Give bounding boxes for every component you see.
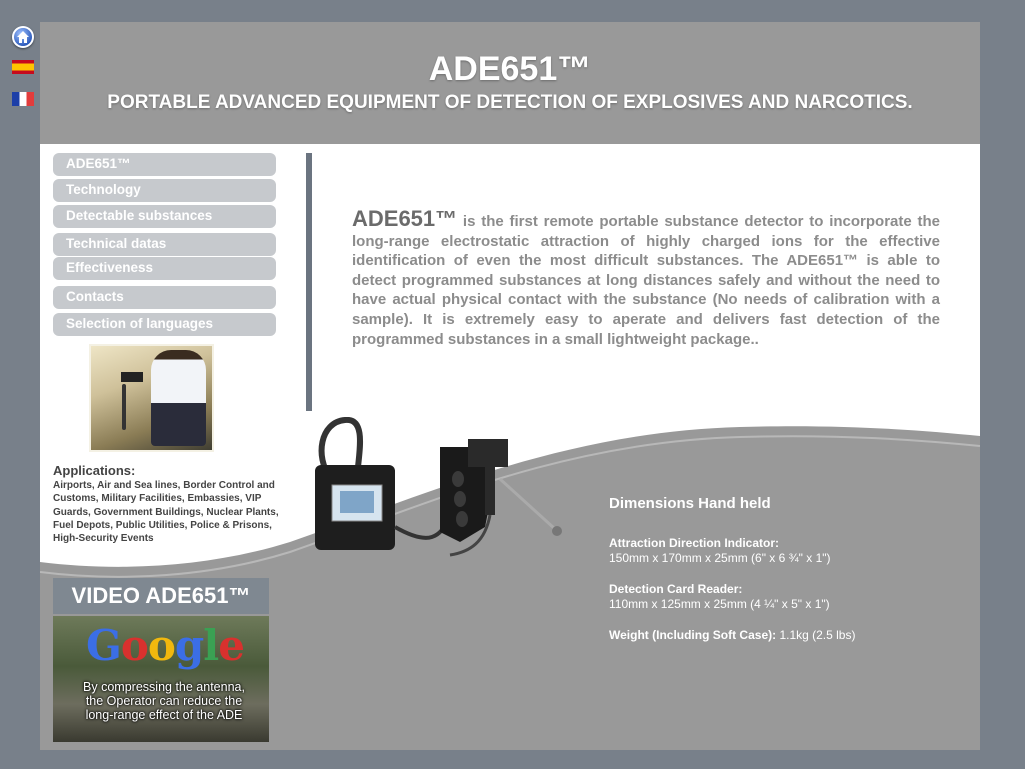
google-logo-overlay: Google: [86, 621, 244, 670]
video-title[interactable]: VIDEO ADE651™: [53, 578, 269, 614]
spanish-flag-icon[interactable]: [12, 60, 34, 74]
intro-paragraph: [352, 206, 940, 349]
ade651-device-image: [310, 417, 590, 567]
page-subtitle: PORTABLE ADVANCED EQUIPMENT OF DETECTION OF EXPLOSIVES AND NARCOTICS.: [107, 92, 913, 113]
nav-item-effectiveness[interactable]: Effectiveness: [53, 257, 276, 280]
nav-item-selection-of-languages[interactable]: Selection of languages: [53, 313, 276, 336]
nav-item-detectable-substances[interactable]: Detectable substances: [53, 205, 276, 228]
attraction-indicator-spec: [609, 536, 969, 566]
nav-item-technical-datas[interactable]: Technical datas: [53, 233, 276, 256]
intro-text: is the first remote portable substance detector to incorporate the long-range electrostatic attraction of highly charged ions for the effective identification of even the most difficult substances. The ADE651™ is able to detect programmed substances at long distances safely and without the need to have actual physical contact with the substance (No needs of calibration with a sample). It is extremely easy to aperate and delivers fast detection of the programmed substances in a small lightweight package..: [352, 213, 940, 348]
dimensions-panel: [609, 495, 969, 659]
french-flag-icon[interactable]: [12, 92, 34, 106]
video-player[interactable]: [53, 616, 269, 742]
operator-figure: [151, 350, 206, 446]
home-icon[interactable]: [12, 26, 34, 48]
weight-value: 1.1kg (2.5 lbs): [776, 628, 856, 642]
device-cable: [122, 384, 126, 430]
reader-label: Detection Card Reader:: [609, 582, 743, 596]
weight-label: Weight (Including Soft Case):: [609, 628, 777, 642]
handheld-device: [121, 372, 143, 382]
attraction-value: 150mm x 170mm x 25mm (6" x 6 ¾" x 1"): [609, 551, 831, 565]
header: [40, 22, 980, 144]
applications-text: Airports, Air and Sea lines, Border Control and Customs, Military Facilities, Embassies, VIP Guards, Government Buildings, Nuclear Plants, Fuel Depots, Public Utilities, Police & Prisons, High-Security Events: [53, 480, 279, 545]
applications-title: Applications:: [53, 463, 136, 478]
intro-brand: ADE651™: [352, 206, 458, 231]
attraction-label: Attraction Direction Indicator:: [609, 536, 780, 550]
video-caption: By compressing the antenna, the Operator can reduce the long-range effect of the ADE: [83, 680, 245, 722]
nav-item-contacts[interactable]: Contacts: [53, 286, 276, 309]
nav-item-ade651[interactable]: ADE651™: [53, 153, 276, 176]
page-title: ADE651™: [428, 50, 592, 88]
content-divider: [306, 153, 312, 411]
reader-value: 110mm x 125mm x 25mm (4 ¼" x 5" x 1"): [609, 597, 830, 611]
weight-spec: [609, 628, 969, 643]
dimensions-title: Dimensions Hand held: [609, 495, 771, 512]
main-panel: [40, 22, 980, 750]
nav-item-technology[interactable]: Technology: [53, 179, 276, 202]
card-reader-spec: [609, 582, 969, 612]
operator-photo: [89, 344, 214, 452]
